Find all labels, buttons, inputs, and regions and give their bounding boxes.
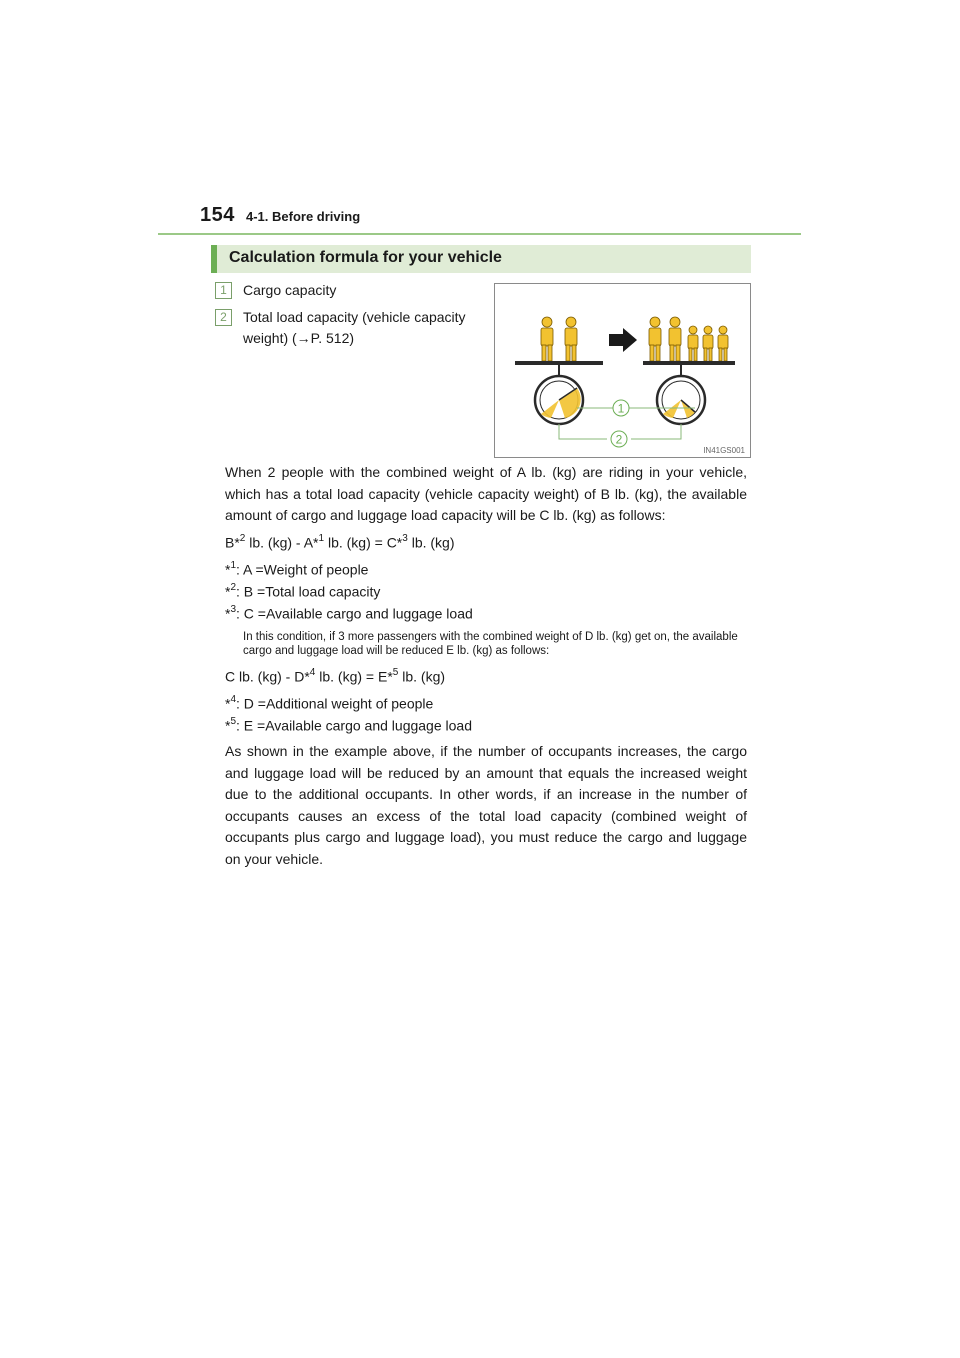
formula-2: C lb. (kg) - D*$^4$ lb. (kg) = E*$^5$ lb. (kg) bbox=[225, 667, 446, 685]
figure-code: IN41GS001 bbox=[703, 446, 745, 455]
callout-1-label: 1 bbox=[617, 401, 625, 416]
right-gauge-icon bbox=[657, 365, 705, 424]
section-title: Calculation formula for your vehicle bbox=[229, 249, 502, 266]
section-title-bar bbox=[211, 245, 751, 273]
person-icon bbox=[669, 317, 681, 361]
intro-paragraph: When 2 people with the combined weight of A lb. (kg) are riding in your vehicle, which has a total load capacity (vehicle capacity weight) of B lb. (kg), the available amount of cargo and luggage load capacity will be C lb. (kg) as follows: bbox=[225, 464, 747, 524]
figure-illustration bbox=[495, 284, 750, 457]
item-total-load-line1: Total load capacity (vehicle capacity bbox=[243, 309, 466, 325]
condition-note: In this condition, if 3 more passengers with the combined weight of D lb. (kg) get on, the available cargo and luggage load will be reduced E lb. (kg) as follows: bbox=[243, 631, 738, 657]
note-b: *$^2$: B =Total load capacity bbox=[225, 582, 381, 600]
item-number-badge: 1 bbox=[215, 282, 232, 299]
note-a: *$^1$: A =Weight of people bbox=[225, 560, 369, 578]
closing-paragraph: As shown in the example above, if the number of occupants increases, the cargo and luggage load will be reduced by an amount that equals the increased weight due to the additional occupants. In other words, if an increase in the number of occupants causes an excess of the total load capacity (combined weight of occupants plus cargo and luggage load), you must reduce the cargo and luggage on your vehicle. bbox=[225, 743, 747, 867]
person-icon bbox=[703, 326, 713, 361]
load-capacity-figure bbox=[494, 283, 751, 458]
callout-2-label: 2 bbox=[615, 432, 623, 447]
left-platform bbox=[515, 361, 603, 365]
left-gauge-icon bbox=[535, 365, 583, 424]
person-icon bbox=[541, 317, 553, 361]
header-rule bbox=[158, 233, 801, 235]
person-icon bbox=[649, 317, 661, 361]
item-cargo-capacity: Cargo capacity bbox=[243, 282, 337, 298]
right-platform bbox=[643, 361, 735, 365]
item-number-badge: 2 bbox=[215, 309, 232, 326]
note-d: *$^4$: D =Additional weight of people bbox=[225, 694, 434, 712]
note-e: *$^5$: E =Available cargo and luggage load bbox=[225, 716, 472, 734]
person-icon bbox=[565, 317, 577, 361]
arrow-right-icon bbox=[609, 328, 637, 352]
person-icon bbox=[688, 326, 698, 361]
formula-1: B*$^2$ lb. (kg) - A*$^1$ lb. (kg) = C*$^3$ lb. (kg) bbox=[225, 533, 455, 551]
item-total-load-line2: weight) (→P. 512) bbox=[243, 330, 355, 346]
note-c: *$^3$: C =Available cargo and luggage load bbox=[225, 604, 473, 622]
person-icon bbox=[718, 326, 728, 361]
section-name: 4-1. Before driving bbox=[246, 209, 361, 224]
page-header bbox=[200, 204, 800, 236]
page-number: 154 bbox=[200, 204, 235, 226]
